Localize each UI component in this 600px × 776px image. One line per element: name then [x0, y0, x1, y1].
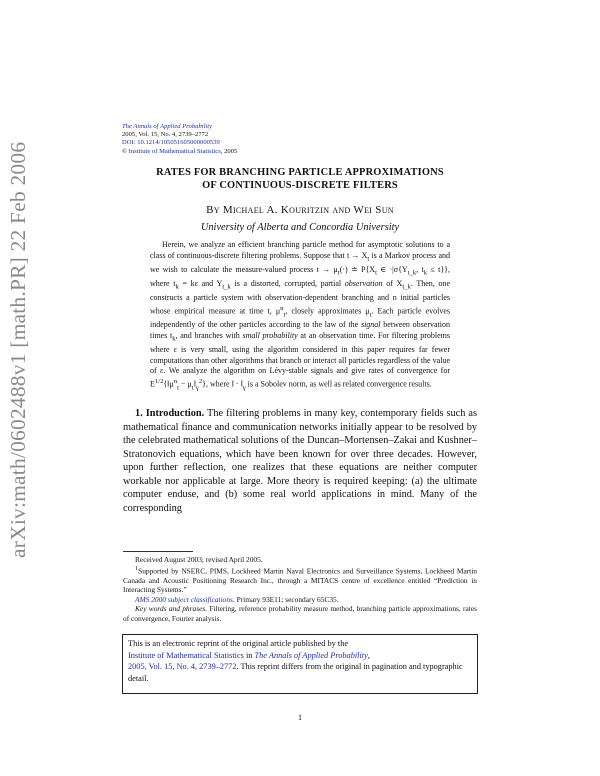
signal-italic: signal [360, 320, 381, 330]
copyright-year: , 2005 [220, 147, 238, 155]
ams-classification: AMS 2000 subject classifications. Primary 93E11; secondary 65C35. [135, 594, 339, 604]
page-number: 1 [298, 713, 302, 722]
received-note: Received August 2003; revised April 2005. [135, 555, 263, 564]
footnote-mark: 1 [135, 565, 139, 572]
observation-italic: observation [344, 278, 383, 288]
paper-affiliation: University of Alberta and Concordia University [200, 222, 400, 233]
keywords-label: Key words and phrases. [135, 604, 208, 614]
reprint-notice-box: This is an electronic reprint of the original article published by the Institute of Mathematical Statistics in The Annals of Applied Probability, 2005, Vol. 15, No. 4, 2739–2772. This reprint differs from the original in pagination and typographic detail. [122, 634, 478, 694]
introduction-text: The filtering problems in many key, contemporary fields such as mathematical finance and communication networks initially appear to be resolved by the celebrated mathematical solutions of the Duncan–Mortensen–Zakai and Kushner–Stratonovich equations, which have been known for over three decades. However, upon further reflection, one realizes that these equations are neither computer workable nor applicable at large. More theory is required keeping: (a) the ultimate computer enduse, and (b) some real world applications in mind. Many of the corresponding [123, 408, 477, 514]
footnotes [123, 555, 477, 624]
journal-name-link[interactable]: The Annals of Applied Probability [122, 123, 212, 130]
footnote-rule [123, 551, 193, 552]
ims-link[interactable]: Institute of Mathematical Statistics [128, 650, 244, 660]
journal-link[interactable]: The Annals of Applied Probability [254, 650, 368, 660]
volume-link[interactable]: 2005, Vol. 15, No. 4, 2739–2772 [128, 662, 237, 672]
doi-line[interactable] [122, 139, 237, 147]
title-line-1: RATES FOR BRANCHING PARTICLE APPROXIMATIONS [156, 167, 444, 178]
doi-link[interactable]: DOI: 10.1214/105051605000000539 [122, 139, 220, 147]
copyright-symbol: © [122, 147, 128, 155]
arxiv-identifier-stamp: arXiv:math/0602488v1 [math.PR] 22 Feb 2006 [6, 141, 30, 558]
title-line-2: OF CONTINUOUS-DISCRETE FILTERS [202, 180, 398, 191]
publisher-link[interactable]: Institute of Mathematical Statistics [128, 147, 221, 155]
support-note: $^1$Supported by NSERC, PIMS, Lockheed Martin Naval Electronics and Surveillance Systems, Lockheed Martin Canada and Acoustic Positioning Research Inc., through a MITACS centre of excellence entitled “Prediction in Interacting Systems.” [123, 565, 477, 595]
paper-title [130, 166, 470, 192]
section-heading-introduction: 1. Introduction. [135, 408, 205, 419]
paper-authors: By Michael A. Kouritzin and Wei Sun [206, 204, 394, 216]
journal-header [122, 123, 237, 156]
journal-issue: 2005, Vol. 15, No. 4, 2739–2772 [122, 131, 209, 139]
introduction-paragraph [123, 407, 477, 515]
keywords: Key words and phrases. Filtering, reference probability measure method, branching particle approximations, rates of convergence, Fourier analysis. [123, 604, 477, 624]
abstract: Herein, we analyze an efficient branching particle method for asymptotic solutions to a class of continuous-discrete filtering problems. Suppose that $t \to X_t$ is a Markov process and we wish to calculate the measure-valued process $t \to \mu_t(\cdot)$ ≐ $P\{X_t$ ∈ $\cdot|\sigma\{Y_{t\_k}$, $t_k \le t$}}, where $t_k = k\varepsilon$ and $Y_{t\_k}$ is a distorted, corrupted, partial observation of $X_{t\_k}$. Then, one constructs a particle system with observation-dependent branching and n initial particles whose empirical measure at time t, $\mu^n_t$, closely approximates $\mu_t$. Each particle evolves independently of the other particles according to the law of the signal between observation times $t_k$, and branches with small probability at an observation time. For filtering problems where ε is very small, using the algorithm considered in this paper requires far fewer computations than other algorithms that branch or interact all particles regardless of the value of ε. We analyze the algorithm on Lévy-stable signals and give rates of convergence for $E^{1/2}\{‖\mu^n_t$ − $\mu_t‖_\gamma^2$}, where ‖ · $‖_\gamma$ is a Sobolev norm, as well as related convergence results. [150, 240, 451, 391]
ams-classification-link[interactable]: AMS 2000 subject classifications. [135, 594, 235, 604]
copyright-line [122, 148, 237, 156]
small-probability-italic: small probability [242, 330, 298, 340]
